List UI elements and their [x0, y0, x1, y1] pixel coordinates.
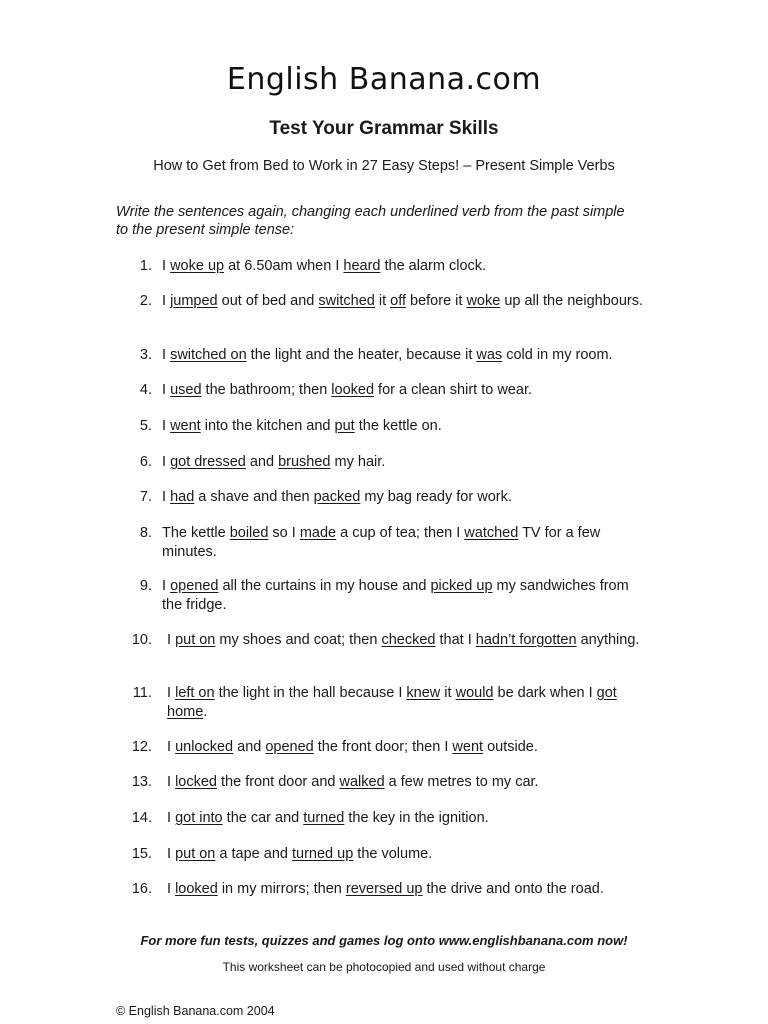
exercise-number: 15.	[131, 846, 152, 862]
exercise-sentence	[167, 809, 652, 828]
underlined-verb: off	[390, 293, 406, 309]
exercise-number: 3.	[139, 347, 152, 363]
sentence-text: so I	[268, 525, 300, 541]
sentence-text: that I	[435, 632, 476, 648]
underlined-verb: picked up	[430, 578, 493, 594]
sentence-text: I	[167, 632, 176, 648]
sentence-text: and	[245, 454, 279, 470]
exercise-number: 4.	[139, 382, 152, 398]
sentence-text: the front door; then I	[313, 739, 453, 755]
exercise-number: 14.	[131, 810, 152, 826]
sentence-text: the bathroom; then	[201, 382, 332, 398]
exercise-sentence	[162, 257, 652, 276]
sentence-text: I	[162, 258, 171, 274]
exercise-number: 7.	[139, 489, 152, 505]
underlined-verb: went	[170, 418, 201, 434]
exercise-number: 12.	[131, 739, 152, 755]
underlined-verb: left on	[175, 685, 215, 701]
sentence-text: be dark when I	[493, 685, 597, 701]
sentence-text: my bag ready for work.	[360, 489, 512, 505]
sentence-text: and	[233, 739, 266, 755]
exercise-number: 9.	[139, 578, 152, 594]
sentence-text: I	[167, 810, 176, 826]
sentence-text: TV for a few minutes.	[162, 525, 601, 560]
sentence-text: I	[167, 739, 176, 755]
underlined-verb: unlocked	[175, 739, 234, 755]
exercise-sentence	[167, 880, 652, 899]
sentence-text: all the curtains in my house and	[218, 578, 431, 594]
sentence-text: I	[162, 347, 171, 363]
underlined-verb: put on	[175, 632, 216, 648]
underlined-verb: turned up	[291, 846, 354, 862]
underlined-verb: got into	[175, 810, 223, 826]
exercise-sentence	[162, 524, 652, 561]
photocopy-note: This worksheet can be photocopied and used without charge	[222, 960, 546, 974]
underlined-verb: woke	[466, 293, 501, 309]
underlined-verb: turned	[303, 810, 345, 826]
underlined-verb: went	[452, 739, 484, 755]
sentence-text: for a clean shirt to wear.	[374, 382, 532, 398]
exercise-sentence	[162, 346, 652, 365]
underlined-verb: looked	[175, 881, 218, 897]
exercise-number: 10.	[131, 632, 152, 648]
exercise-sentence	[162, 417, 652, 436]
underlined-verb: heard	[343, 258, 381, 274]
sentence-text: cold in my room.	[502, 347, 613, 363]
sentence-text: the light in the hall because I	[214, 685, 407, 701]
instructions-text: Write the sentences again, changing each underlined verb from the past simple to the present simple tense:	[116, 204, 625, 238]
exercise-sentence	[162, 488, 652, 507]
exercise-sentence	[167, 738, 652, 757]
page-subtitle: How to Get from Bed to Work in 27 Easy Steps! – Present Simple Verbs	[153, 158, 615, 174]
underlined-verb: put on	[175, 846, 216, 862]
sentence-text: the drive and onto the road.	[422, 881, 604, 897]
sentence-text: anything.	[576, 632, 640, 648]
underlined-verb: got home	[167, 685, 617, 720]
sentence-text: a cup of tea; then I	[336, 525, 465, 541]
exercise-number: 1.	[139, 258, 152, 274]
sentence-text: I	[167, 846, 176, 862]
sentence-text: a few metres to my car.	[384, 774, 539, 790]
exercise-number: 2.	[139, 293, 152, 309]
underlined-verb: made	[299, 525, 337, 541]
exercise-sentence	[167, 773, 652, 792]
sentence-text: I	[162, 454, 171, 470]
underlined-verb: watched	[464, 525, 519, 541]
sentence-text: I	[162, 489, 171, 505]
sentence-text: up all the neighbours.	[500, 293, 643, 309]
sentence-text: the light and the heater, because it	[246, 347, 477, 363]
sentence-text: at 6.50am when I	[224, 258, 344, 274]
underlined-verb: brushed	[278, 454, 331, 470]
underlined-verb: knew	[406, 685, 441, 701]
sentence-text: a shave and then	[194, 489, 314, 505]
sentence-text: I	[162, 578, 171, 594]
sentence-text: I	[167, 881, 176, 897]
sentence-text: I	[162, 418, 171, 434]
underlined-verb: was	[476, 347, 503, 363]
sentence-text: my hair.	[330, 454, 386, 470]
sentence-text: .	[203, 703, 208, 720]
underlined-verb: opened	[265, 739, 314, 755]
exercise-number: 6.	[139, 454, 152, 470]
sentence-text: I	[167, 774, 176, 790]
sentence-text: the volume.	[353, 846, 433, 862]
exercise-sentence	[167, 684, 652, 721]
underlined-verb: boiled	[229, 525, 269, 541]
sentence-text: The kettle	[162, 525, 230, 541]
sentence-text: my shoes and coat; then	[215, 632, 382, 648]
exercise-sentence	[162, 577, 652, 614]
underlined-verb: got dressed	[170, 454, 246, 470]
underlined-verb: used	[170, 382, 202, 398]
exercise-number: 8.	[139, 525, 152, 541]
page-title: Test Your Grammar Skills	[269, 118, 499, 139]
underlined-verb: checked	[381, 632, 436, 648]
copyright-text: © English Banana.com 2004	[116, 1004, 275, 1018]
sentence-text: the front door and	[216, 774, 340, 790]
promo-text: For more fun tests, quizzes and games log onto www.englishbanana.com now!	[140, 933, 628, 948]
exercise-number: 5.	[139, 418, 152, 434]
underlined-verb: woke up	[170, 258, 225, 274]
sentence-text: my sandwiches from the fridge.	[162, 578, 629, 613]
sentence-text: the kettle on.	[354, 418, 442, 434]
exercise-number: 11.	[132, 685, 152, 701]
sentence-text: the key in the ignition.	[344, 810, 489, 826]
exercise-sentence	[162, 453, 652, 472]
sentence-text: it	[440, 685, 456, 701]
sentence-text: I	[162, 382, 171, 398]
underlined-verb: locked	[175, 774, 217, 790]
exercise-sentence	[167, 845, 652, 864]
underlined-verb: opened	[170, 578, 219, 594]
sentence-text: before it	[406, 293, 467, 309]
sentence-text: into the kitchen and	[200, 418, 335, 434]
underlined-verb: reversed up	[345, 881, 423, 897]
exercise-sentence	[162, 381, 652, 400]
exercise-sentence	[162, 292, 652, 311]
underlined-verb: walked	[339, 774, 385, 790]
underlined-verb: switched	[318, 293, 375, 309]
sentence-text: it	[374, 293, 391, 309]
sentence-text: a tape and	[215, 846, 292, 862]
exercise-number: 13.	[131, 774, 152, 790]
sentence-text: the car and	[222, 810, 304, 826]
exercise-sentence	[167, 631, 652, 650]
sentence-text: I	[167, 685, 176, 701]
underlined-verb: packed	[313, 489, 361, 505]
underlined-verb: switched on	[170, 347, 247, 363]
underlined-verb: hadn’t forgotten	[475, 632, 577, 648]
sentence-text: outside.	[483, 739, 538, 755]
underlined-verb: had	[170, 489, 195, 505]
sentence-text: out of bed and	[217, 293, 319, 309]
underlined-verb: would	[455, 685, 494, 701]
sentence-text: in my mirrors; then	[217, 881, 346, 897]
sentence-text: I	[162, 293, 171, 309]
exercise-number: 16.	[131, 881, 152, 897]
sentence-text: the alarm clock.	[380, 258, 487, 274]
site-logo: English Banana.com	[226, 62, 542, 97]
underlined-verb: jumped	[170, 293, 218, 309]
underlined-verb: put	[334, 418, 355, 434]
underlined-verb: looked	[331, 382, 375, 398]
